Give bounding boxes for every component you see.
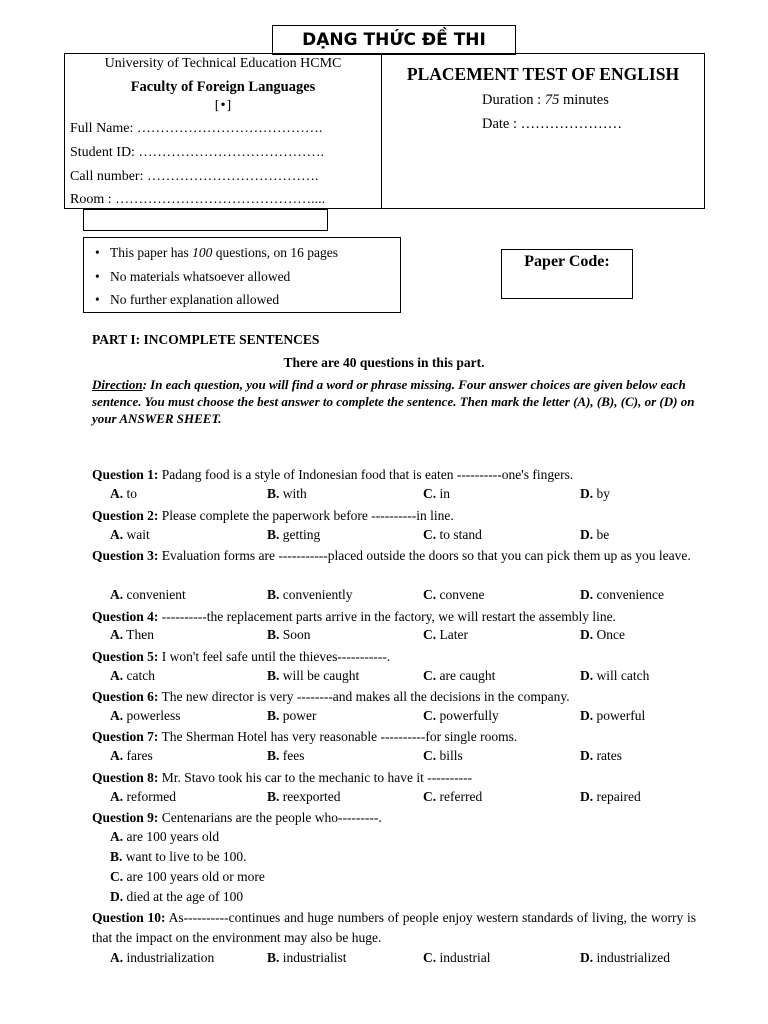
option-letter: C. [423,486,437,501]
duration-unit: minutes [559,92,609,108]
option-letter: C. [423,789,437,804]
answer-option-c[interactable] [423,789,482,805]
answer-option-b[interactable] [267,668,359,684]
question-label: Question 5: [92,649,159,664]
question-6 [92,687,696,707]
instructions-box [83,237,401,313]
instruction-text: No further explanation allowed [110,292,280,307]
question-text: The Sherman Hotel has very reasonable ----------for single rooms. [158,729,518,744]
option-letter: D. [580,789,594,804]
option-letter: D. [580,748,594,763]
answer-option-b[interactable] [267,789,340,805]
answer-option-b[interactable] [267,527,320,543]
question-4 [92,607,696,627]
option-text: industrialist [279,950,347,965]
option-text: getting [279,527,321,542]
question-text: Evaluation forms are -----------placed outside the doors so that you can pick them up as you leave. [158,548,691,563]
option-letter: B. [267,627,280,642]
option-letter: D. [580,627,594,642]
answer-option-c[interactable] [423,486,450,502]
instruction-text: This paper has [110,245,193,260]
option-text: fares [123,748,153,763]
answer-option-b[interactable] [267,587,353,603]
direction-label: Direction [92,377,143,392]
question-label: Question 9: [92,810,159,825]
option-text: with [279,486,307,501]
ornament-icon: [•] [214,98,232,112]
answer-option-c[interactable] [423,627,468,643]
room-field[interactable]: Room : …………………………………….... [70,192,326,207]
option-letter: A. [110,627,124,642]
option-letter: C. [423,587,437,602]
exam-format-title: DẠNG THỨC ĐỀ THI [272,25,516,55]
option-text: conveniently [279,587,353,602]
answer-option-b[interactable] [267,748,305,764]
option-letter: B. [267,789,280,804]
option-text: convenience [593,587,664,602]
option-letter: B. [110,849,123,864]
question-text: The new director is very --------and makes all the decisions in the company. [158,689,570,704]
test-title: PLACEMENT TEST OF ENGLISH [406,64,680,84]
answer-option-d[interactable] [580,950,670,966]
option-text: rates [593,748,622,763]
option-letter: D. [580,668,594,683]
answer-option-d[interactable] [110,889,243,905]
date-field[interactable]: Date : ………………… [482,116,623,132]
call-number-field[interactable]: Call number: ………………………………. [70,169,319,184]
option-letter: A. [110,527,124,542]
option-text: fees [279,748,305,763]
answer-option-c[interactable] [423,668,495,684]
question-5 [92,647,696,667]
question-label: Question 1: [92,467,159,482]
option-letter: B. [267,950,280,965]
option-text: are 100 years old [123,829,220,844]
answer-option-a[interactable] [110,789,176,805]
option-letter: D. [580,527,594,542]
option-letter: A. [110,587,124,602]
question-count: 100 [192,245,213,260]
answer-option-d[interactable] [580,527,609,543]
answer-option-d[interactable] [580,486,610,502]
option-text: to stand [436,527,482,542]
answer-option-b[interactable] [267,708,317,724]
answer-option-a[interactable] [110,527,150,543]
option-text: catch [123,668,155,683]
option-letter: B. [267,748,280,763]
part-question-count: There are 40 questions in this part. [283,355,485,370]
option-text: reformed [123,789,176,804]
duration-value: 75 [544,92,560,108]
question-text: Mr. Stavo took his car to the mechanic to have it ---------- [158,770,473,785]
question-label: Question 10: [92,910,166,925]
option-letter: D. [580,708,594,723]
answer-option-d[interactable] [580,587,664,603]
option-text: powerless [123,708,181,723]
instruction-text: questions, on 16 pages [212,245,338,260]
part-title: PART I: INCOMPLETE SENTENCES [92,332,320,347]
answer-option-d[interactable] [580,668,649,684]
option-text: bills [436,748,463,763]
option-letter: C. [423,627,437,642]
option-text: powerfully [436,708,499,723]
paper-code-box: Paper Code: [501,249,633,299]
answer-option-b[interactable] [267,627,311,643]
question-text: As----------continues and huge numbers of people enjoy western standards of living, the worry is that the impact on the environment may also be huge. [92,910,696,945]
option-text: are caught [436,668,496,683]
question-label: Question 6: [92,689,159,704]
question-label: Question 3: [92,548,159,563]
blank-box [83,209,328,231]
option-text: referred [436,789,483,804]
option-text: industrial [436,950,491,965]
answer-option-a[interactable] [110,486,137,502]
option-letter: B. [267,587,280,602]
option-text: Soon [279,627,311,642]
option-text: industrialized [593,950,670,965]
answer-option-c[interactable] [423,527,482,543]
option-letter: A. [110,486,124,501]
student-info-box [64,53,382,209]
question-7 [92,727,696,747]
option-text: want to live to be 100. [122,849,247,864]
answer-option-c[interactable] [423,708,499,724]
answer-option-b[interactable] [267,486,307,502]
option-letter: A. [110,708,124,723]
option-text: convene [436,587,485,602]
question-text: Padang food is a style of Indonesian food that is eaten ----------one's fingers. [158,467,574,482]
option-text: will be caught [279,668,360,683]
option-letter: A. [110,829,124,844]
option-letter: C. [110,869,124,884]
answer-option-b[interactable] [110,849,247,865]
answer-option-c[interactable] [110,869,265,885]
answer-option-a[interactable] [110,587,186,603]
answer-option-b[interactable] [267,950,347,966]
instruction-item [110,288,400,312]
option-text: convenient [123,587,186,602]
option-letter: C. [423,668,437,683]
answer-option-a[interactable] [110,950,214,966]
instruction-item [110,241,400,265]
option-text: power [279,708,317,723]
option-letter: A. [110,748,124,763]
option-text: Then [123,627,154,642]
option-letter: C. [423,708,437,723]
question-1 [92,465,696,485]
student-id-field[interactable]: Student ID: …………………………………. [70,145,324,160]
question-text: Centenarians are the people who---------. [158,810,382,825]
answer-option-a[interactable] [110,668,155,684]
option-letter: B. [267,527,280,542]
duration-line [482,92,609,109]
option-text: repaired [593,789,641,804]
option-text: are 100 years old or more [123,869,265,884]
direction-text [92,376,697,427]
question-text: Please complete the paperwork before ----------in line. [158,508,454,523]
answer-option-c[interactable] [423,748,463,764]
option-text: to [123,486,138,501]
option-letter: B. [267,708,280,723]
answer-option-c[interactable] [423,950,491,966]
instruction-text: No materials whatsoever allowed [110,268,291,284]
option-letter: D. [580,950,594,965]
option-text: Later [436,627,468,642]
question-label: Question 4: [92,609,159,624]
option-letter: D. [580,486,594,501]
option-text: industrialization [123,950,215,965]
option-text: wait [123,527,150,542]
question-label: Question 2: [92,508,159,523]
question-3 [92,546,696,566]
question-10 [92,908,696,948]
answer-option-d[interactable] [580,708,645,724]
option-text: Once [593,627,625,642]
option-text: will catch [593,668,650,683]
question-text: ----------the replacement parts arrive in the factory, we will restart the assembly line. [158,609,616,624]
instruction-item [110,265,400,289]
option-letter: A. [110,668,124,683]
question-8 [92,768,696,788]
full-name-field[interactable]: Full Name: …………………………………. [70,121,323,136]
option-text: be [593,527,610,542]
answer-option-a[interactable] [110,708,181,724]
option-letter: C. [423,748,437,763]
answer-option-d[interactable] [580,789,641,805]
answer-option-a[interactable] [110,748,153,764]
option-text: died at the age of 100 [123,889,244,904]
option-letter: A. [110,789,124,804]
option-letter: B. [267,486,280,501]
university-name: University of Technical Education HCMC [104,56,342,71]
faculty-name: Faculty of Foreign Languages [130,79,316,95]
answer-option-d[interactable] [580,748,622,764]
direction-body: : In each question, you will find a word or phrase missing. Four answer choices are given below each sentence. You must choose the best answer to complete the sentence. Then mark the letter (A), (B), (C), or (D) on your ANSWER SHEET. [92,377,695,426]
answer-option-c[interactable] [423,587,484,603]
option-letter: B. [267,668,280,683]
option-text: powerful [593,708,646,723]
option-letter: C. [423,950,437,965]
option-text: reexported [279,789,341,804]
question-9 [92,808,696,828]
question-label: Question 7: [92,729,159,744]
answer-option-d[interactable] [580,627,625,643]
answer-option-a[interactable] [110,829,219,845]
test-info-box [381,53,705,209]
answer-option-a[interactable] [110,627,154,643]
option-letter: A. [110,950,124,965]
option-text: by [593,486,610,501]
option-text: in [436,486,451,501]
duration-label: Duration : [482,92,545,108]
question-label: Question 8: [92,770,159,785]
question-2 [92,506,696,526]
question-text: I won't feel safe until the thieves-----------. [158,649,391,664]
option-letter: C. [423,527,437,542]
option-letter: D. [110,889,124,904]
option-letter: D. [580,587,594,602]
